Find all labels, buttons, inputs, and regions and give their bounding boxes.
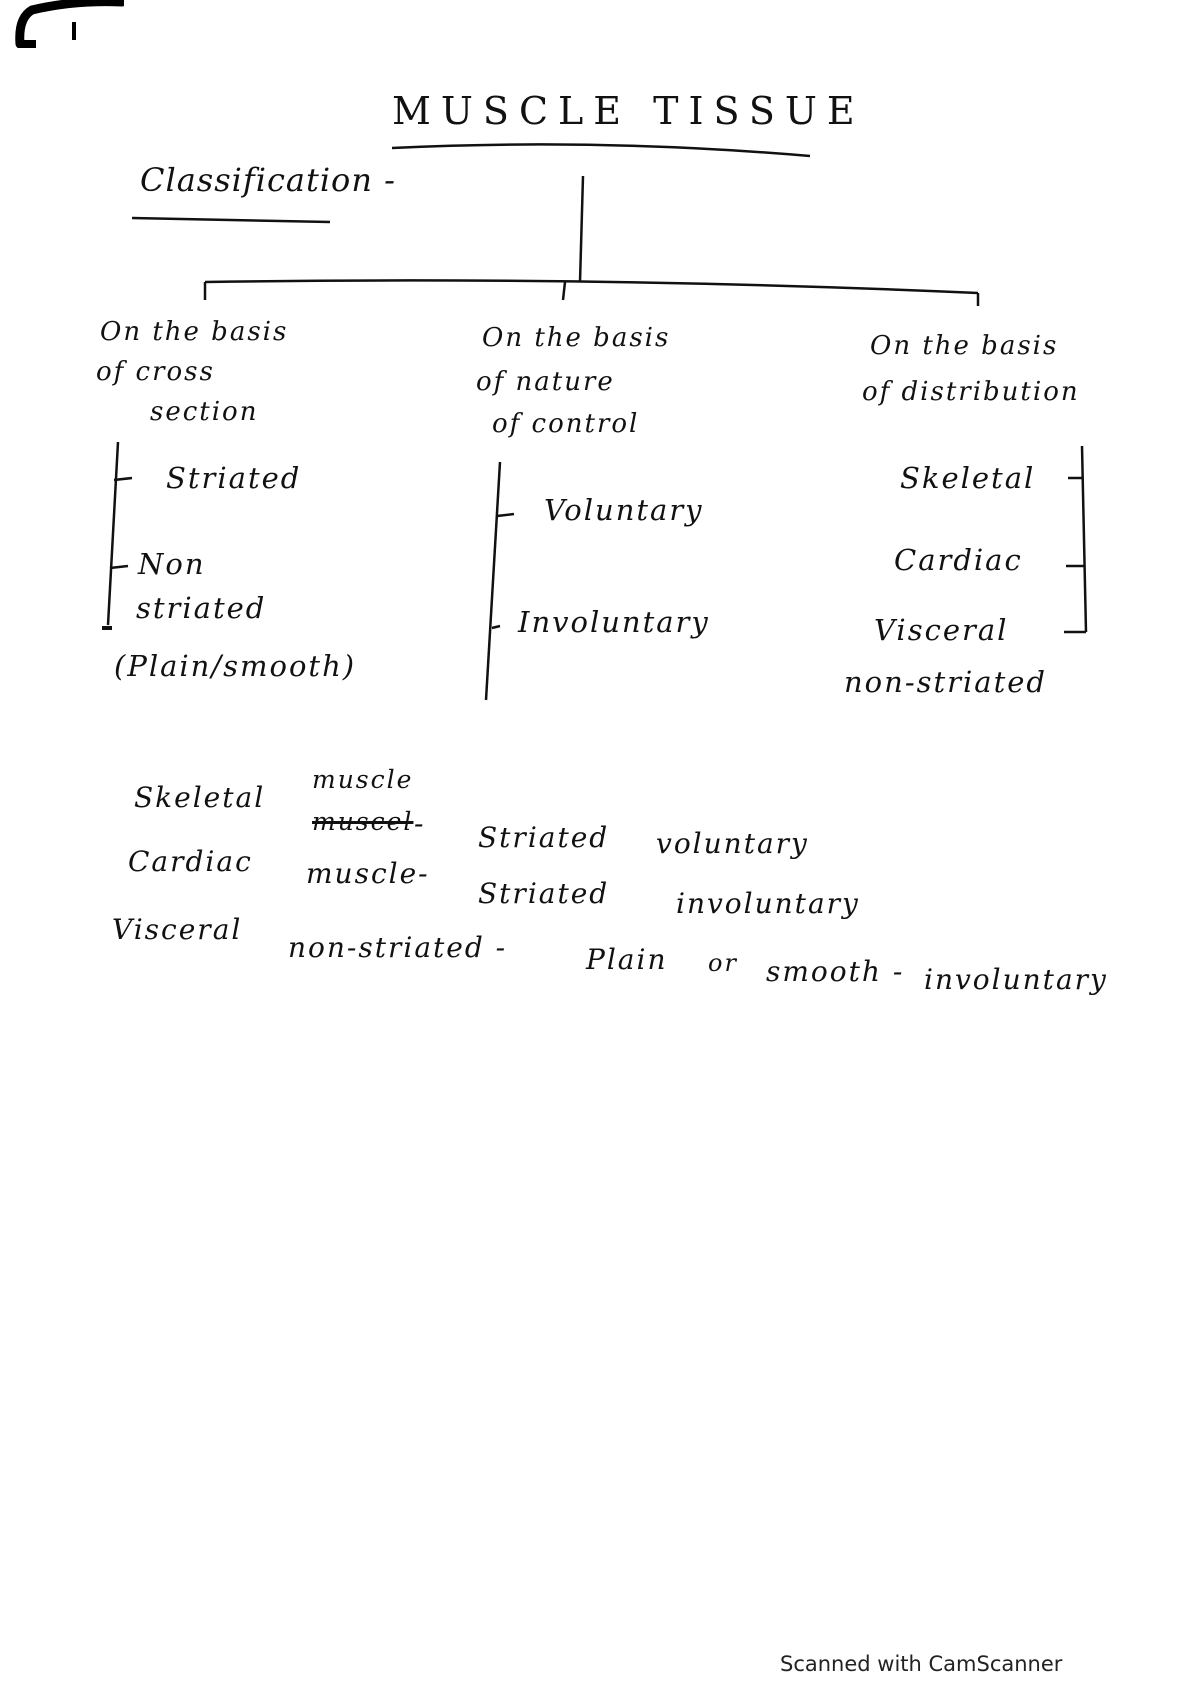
branch-item: Cardiac [894,543,1023,577]
summary-type: Striated [478,877,610,910]
summary-crossed-word: muscel [312,807,414,836]
branch-heading-line: On the basis [100,317,289,347]
summary-or: or [708,949,738,977]
branch-heading-line: of control [492,409,640,439]
branch-item: (Plain/smooth) [114,649,357,683]
branch-item: non-striated [844,665,1047,699]
branch-item: Voluntary [544,493,704,527]
summary-control: involuntary [924,963,1108,996]
branch-heading-line: On the basis [482,323,671,353]
summary-type: Striated [478,821,610,854]
summary-label: Skeletal [134,781,266,814]
camscanner-watermark: Scanned with CamScanner [780,1652,1063,1676]
summary-alt: smooth - [766,955,905,988]
section-subtitle: Classification - [140,161,396,199]
summary-word: non-striated - [288,931,508,964]
summary-label: Visceral [112,913,243,946]
branch-heading-line: of cross [96,357,215,387]
summary-dash: - [414,807,426,840]
branch-heading-line: of nature [476,367,615,397]
branch-item: striated [136,591,267,625]
summary-type: Plain [586,943,668,976]
summary-insert: muscle [312,765,414,794]
summary-control: involuntary [676,887,860,920]
branch-heading-line: On the basis [870,331,1059,361]
branch-item: Visceral [874,613,1009,647]
branch-item: Striated [166,461,302,495]
page-title: MUSCLE TISSUE [392,89,865,133]
branch-heading-line: of distribution [862,377,1080,407]
summary-label: Cardiac [128,845,253,878]
branch-heading-line: section [150,397,259,427]
summary-word: muscle- [306,857,430,890]
summary-control: voluntary [656,827,809,860]
branch-item: Non [138,547,206,581]
branch-item: Involuntary [518,605,710,639]
branch-item: Skeletal [900,461,1036,495]
